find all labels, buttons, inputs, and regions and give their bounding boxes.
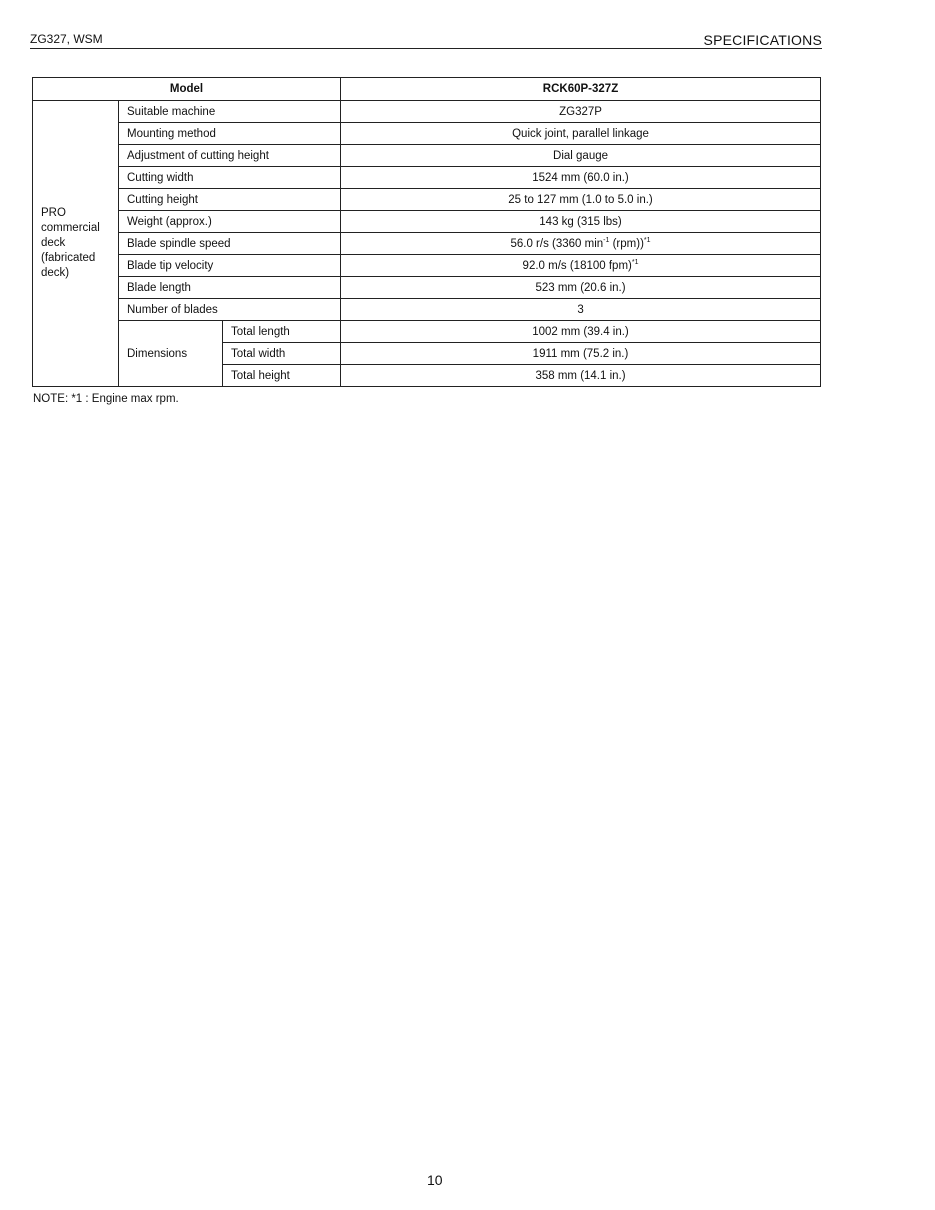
value-text: 92.0 m/s (18100 fpm) bbox=[522, 259, 632, 272]
value-text: 56.0 r/s (3360 min bbox=[510, 237, 604, 250]
spec-value bbox=[341, 255, 821, 277]
section-title: SPECIFICATIONS bbox=[703, 32, 822, 48]
spec-label: Total length bbox=[223, 321, 341, 343]
deck-type-label: PRO commercial deck (fabricated deck) bbox=[33, 101, 119, 387]
header-divider bbox=[30, 48, 822, 49]
spec-label: Total width bbox=[223, 343, 341, 365]
model-value: RCK60P-327Z bbox=[341, 78, 821, 101]
superscript: -1 bbox=[603, 237, 610, 245]
spec-value: 25 to 127 mm (1.0 to 5.0 in.) bbox=[341, 189, 821, 211]
spec-value: 358 mm (14.1 in.) bbox=[341, 365, 821, 387]
spec-label: Weight (approx.) bbox=[119, 211, 341, 233]
table-row bbox=[33, 167, 821, 189]
footnote: NOTE: *1 : Engine max rpm. bbox=[33, 393, 179, 405]
spec-label: Cutting height bbox=[119, 189, 341, 211]
table-row bbox=[33, 123, 821, 145]
table-row bbox=[33, 233, 821, 255]
spec-label: Blade spindle speed bbox=[119, 233, 341, 255]
table-row bbox=[33, 299, 821, 321]
table-row bbox=[33, 321, 821, 343]
page-number: 10 bbox=[427, 1172, 443, 1188]
table-row bbox=[33, 189, 821, 211]
spec-value: 1911 mm (75.2 in.) bbox=[341, 343, 821, 365]
value-text: (rpm)) bbox=[609, 237, 644, 250]
spec-value: 1002 mm (39.4 in.) bbox=[341, 321, 821, 343]
spec-value: ZG327P bbox=[341, 101, 821, 123]
table-row bbox=[33, 145, 821, 167]
spec-value: 143 kg (315 lbs) bbox=[341, 211, 821, 233]
specifications-table bbox=[32, 77, 821, 387]
table-row bbox=[33, 101, 821, 123]
spec-value: 523 mm (20.6 in.) bbox=[341, 277, 821, 299]
spec-value: Dial gauge bbox=[341, 145, 821, 167]
document-header-left: ZG327, WSM bbox=[30, 32, 103, 46]
table-row bbox=[33, 211, 821, 233]
spec-value: 3 bbox=[341, 299, 821, 321]
table-header-row bbox=[33, 78, 821, 101]
spec-label: Cutting width bbox=[119, 167, 341, 189]
spec-label: Blade length bbox=[119, 277, 341, 299]
spec-label: Mounting method bbox=[119, 123, 341, 145]
table-row bbox=[33, 277, 821, 299]
spec-label: Adjustment of cutting height bbox=[119, 145, 341, 167]
spec-label: Total height bbox=[223, 365, 341, 387]
model-header: Model bbox=[33, 78, 341, 101]
table-row bbox=[33, 255, 821, 277]
spec-label: Blade tip velocity bbox=[119, 255, 341, 277]
spec-value bbox=[341, 233, 821, 255]
spec-label: Suitable machine bbox=[119, 101, 341, 123]
footnote-marker: *1 bbox=[643, 237, 651, 245]
spec-label: Number of blades bbox=[119, 299, 341, 321]
spec-value: Quick joint, parallel linkage bbox=[341, 123, 821, 145]
footnote-marker: *1 bbox=[631, 259, 639, 267]
dimensions-label: Dimensions bbox=[119, 321, 223, 387]
spec-value: 1524 mm (60.0 in.) bbox=[341, 167, 821, 189]
